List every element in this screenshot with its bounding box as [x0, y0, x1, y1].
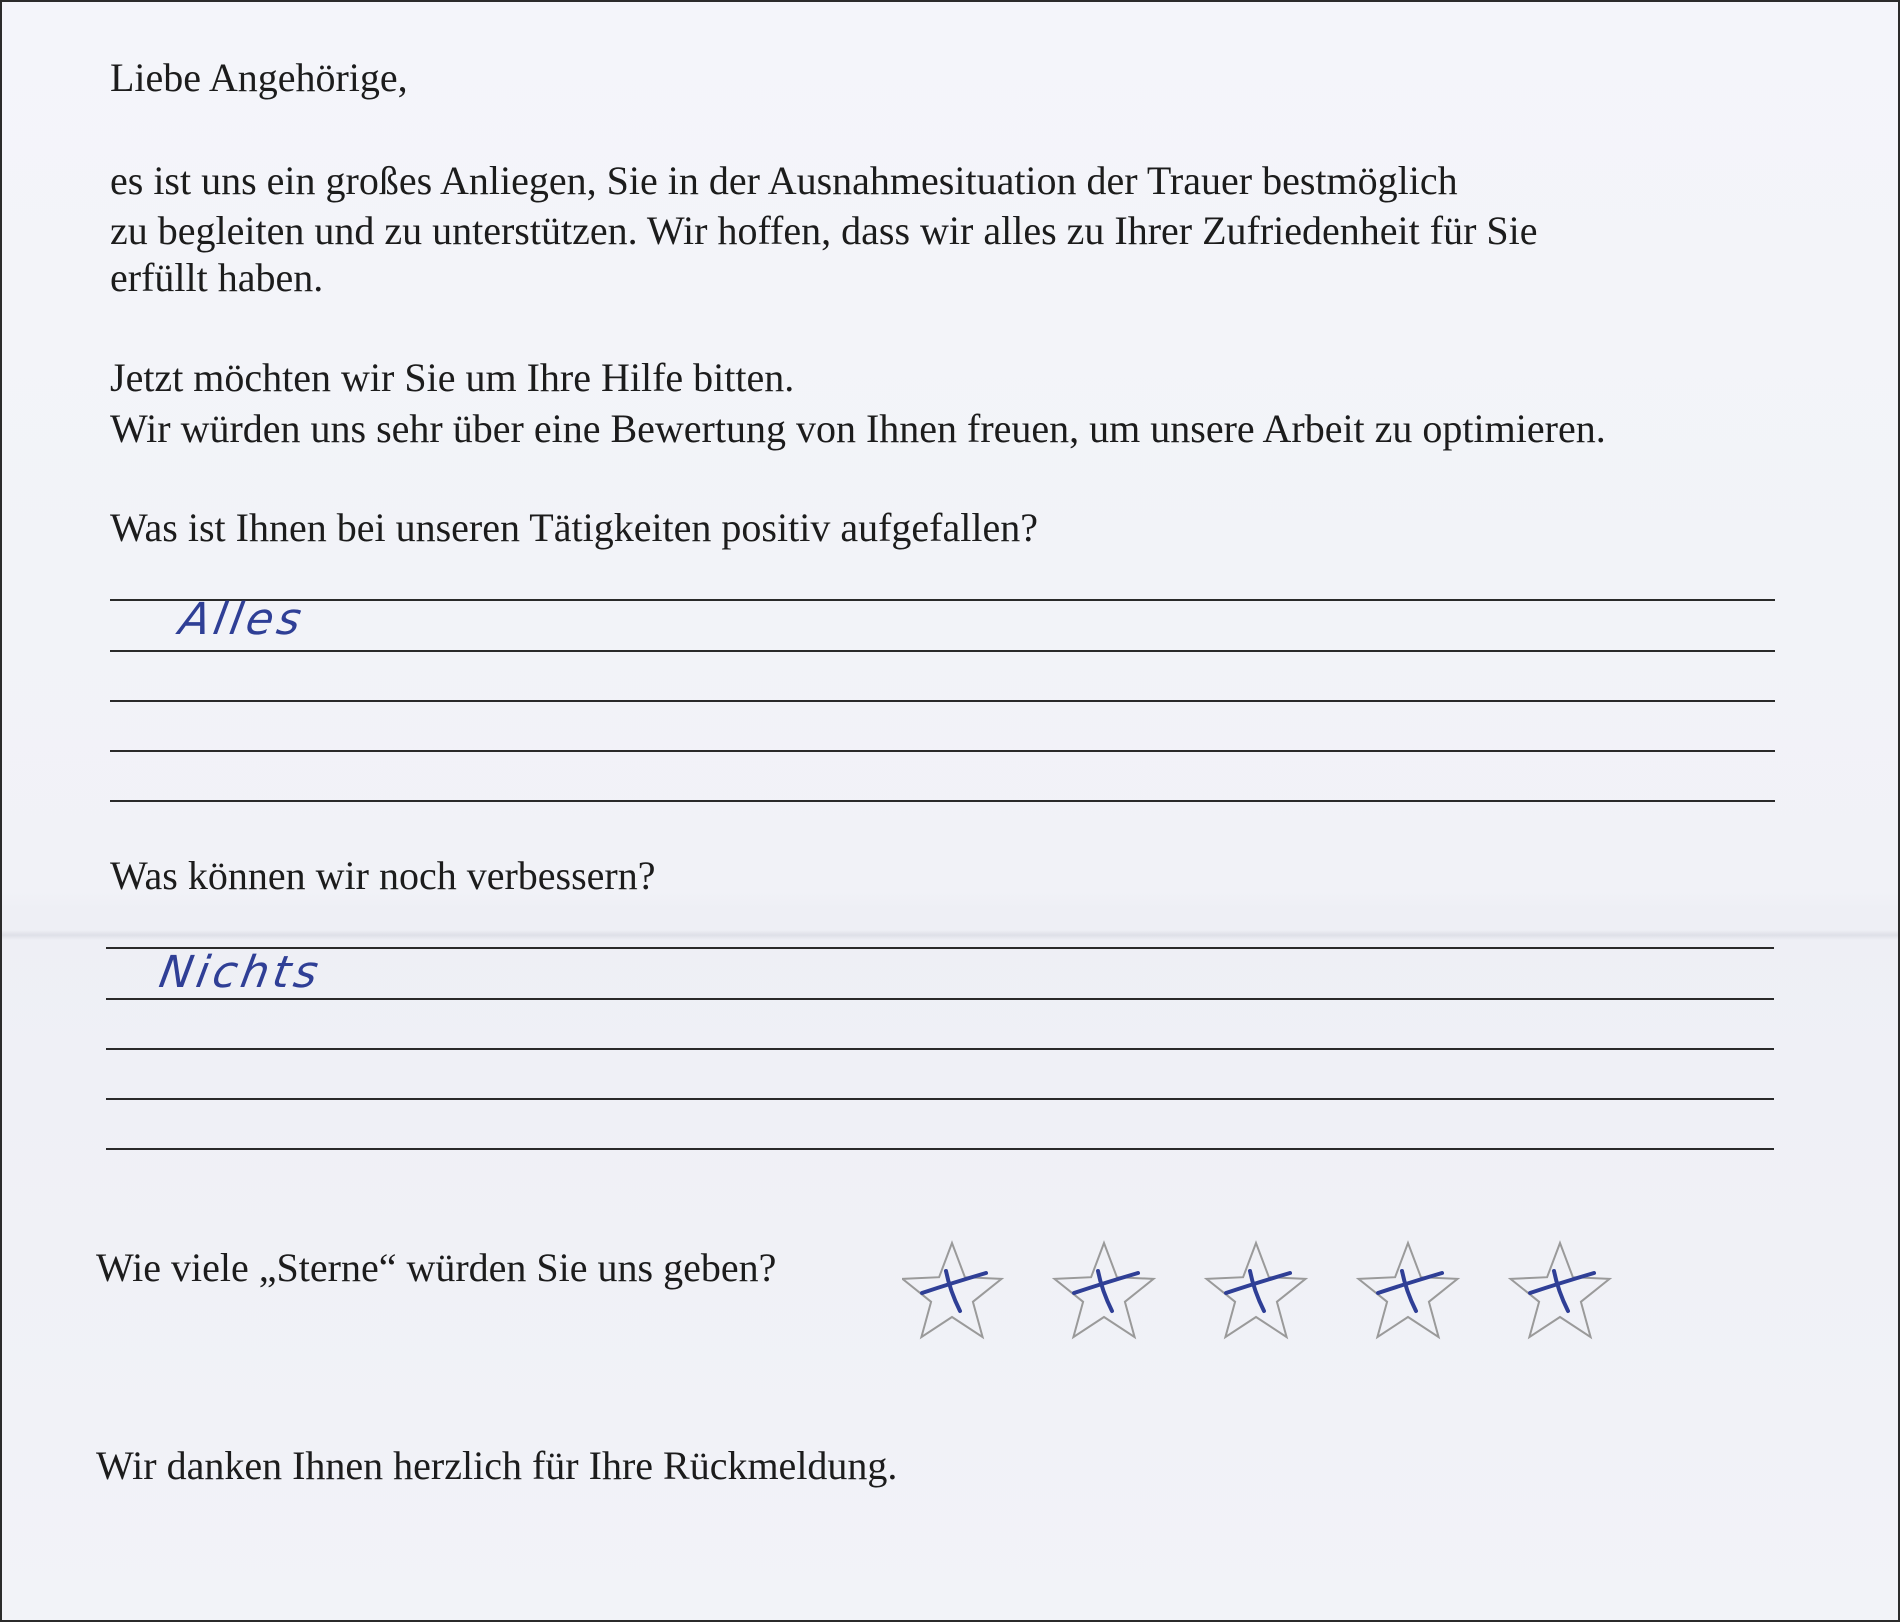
star-rating[interactable] — [902, 1227, 1622, 1357]
answer-line — [110, 599, 1775, 601]
answer-line — [110, 800, 1775, 802]
para2-line2: Wir würden uns sehr über eine Bewertung von Ihnen freuen, um unsere Arbeit zu optimieren. — [110, 406, 1606, 451]
answer-improve-handwritten[interactable]: Nichts — [155, 947, 326, 998]
answer-line — [110, 750, 1775, 752]
para2-line1: Jetzt möchten wir Sie um Ihre Hilfe bitten. — [110, 355, 795, 400]
para1-line3: erfüllt haben. — [110, 255, 324, 300]
question-positive: Was ist Ihnen bei unseren Tätigkeiten positiv aufgefallen? — [110, 505, 1038, 550]
paper-fold — [2, 930, 1898, 940]
question-stars: Wie viele „Sterne“ würden Sie uns geben? — [96, 1245, 777, 1290]
answer-line — [110, 700, 1775, 702]
answer-line — [106, 998, 1774, 1000]
answer-line — [106, 1098, 1774, 1100]
answer-positive-handwritten[interactable]: Alles — [175, 594, 310, 645]
para1-line2: zu begleiten und zu unterstützen. Wir hoffen, dass wir alles zu Ihrer Zufriedenheit für Sie — [110, 208, 1538, 253]
answer-line — [106, 947, 1774, 949]
answer-line — [106, 1148, 1774, 1150]
answer-line — [106, 1048, 1774, 1050]
question-improve: Was können wir noch verbessern? — [110, 853, 656, 898]
closing-line: Wir danken Ihnen herzlich für Ihre Rückmeldung. — [96, 1443, 898, 1488]
salutation: Liebe Angehörige, — [110, 55, 408, 100]
answer-line — [110, 650, 1775, 652]
para1-line1: es ist uns ein großes Anliegen, Sie in der Ausnahmesituation der Trauer bestmöglich — [110, 158, 1458, 203]
